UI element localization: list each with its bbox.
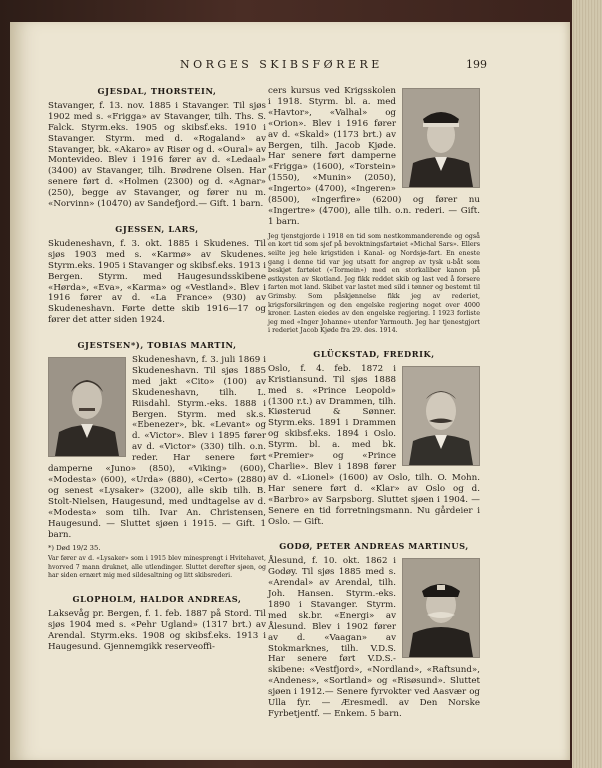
entry-gjesdal: [48, 86, 266, 210]
entry-text: Skudeneshavn, f. 3. juli 1869 i Skudeneshavn. Til sjøs 1885 med jakt «Cito» (100) av Skudeneshavn, tilh. L. Riisdahl. Styrm.-eks. 1888 i Bergen. Styrm. med sk.s. «Ebenezer», bk. «Levant» og d. «Victor». Blev i 1895 fører av d. «Victor» (330) tilh. o.n. reder. Har senere ført damperne «Juno» (850), «Viking» (600), «Modesta» (600), «Urda» (880), «Certo» (2880) og senest «Lysaker» (3200), alle skib tilh. B. Stolt-Nielsen, Haugesund, med undtagelse av d. «Modesta» som tilh. Ivar An. Christensen, Haugesund. — Sluttet sjøen i 1915. — Gift. 1 barn.: [48, 355, 266, 540]
entry-godo: [268, 541, 480, 720]
entry-gjestsen: [48, 340, 266, 580]
entry-glopholm-continued: [268, 86, 480, 335]
portrait-photo: [402, 88, 480, 188]
entry-text: Ålesund, f. 10. okt. 1862 i Godøy. Til sjøs 1885 med s. «Arendal» av Arendal, tilh. Joh. Hansen. Styrm.-eks. 1890 i Stavanger. Styrm. med sk.br. «Energi» av Ålesund. Blev i 1902 fører av d. «Vaagan» av Stokmarknes, tilh. V.D.S. Har senere ført V.D.S.-skibene: «Vestfjord», «Nordland», «Raftsund», «Andenes», «Sortland» og «Risøsund». Sluttet sjøen i 1912.— Senere fyrvokter ved Aasvær og Ulla fyr. — Æresmedl. av Den Norske Fyrbetjentf. — Enkem. 5 barn.: [268, 556, 480, 719]
entry-glopholm: [48, 594, 266, 653]
entry-name: GJESDAL, THORSTEIN,: [97, 86, 217, 96]
entry-text: Oslo, f. 4. feb. 1872 i Kristiansund. Til sjøs 1888 med s. «Prince Leopold» (1300 r.t.) av Drammen, tilh. Kiøsterud & Sønner. Styrm.eks. 1891 i Drammen og skibsf.eks. 1894 i Oslo. Styrm. bl. a. med bk. «Premier» og «Prince Charlie». Blev i 1898 fører av d. «Lionel» (1600) av Oslo, tilh. O. Mohn. Har senere ført d. «Klar» av Oslo og d. «Barbro» av Sarpsborg. Sluttet sjøen i 1904. — Senere en tid forretningsmann. Nu gårdeier i Oslo. — Gift.: [268, 363, 480, 527]
page-edges: [572, 0, 602, 768]
entry-gjessen: [48, 224, 266, 326]
entry-name: GJESTSEN*), TOBIAS MARTIN,: [77, 340, 237, 351]
right-column: [268, 86, 480, 734]
entry-name: GODØ, PETER ANDREAS MARTINUS,: [279, 541, 469, 552]
entry-name: GJESSEN, LARS,: [115, 223, 199, 234]
personal-note: Jeg tjenstgjorde i 1918 en tid som nestkommanderende og også en kort tid som sjef på bevoktningsfartøiet «Michal Sars». Ellers seilte jeg hele krigstiden i Kanal- og Nordsjø-fart. En eneste gang i denne tid var jeg utsatt for angrep av tysk u-båt som beskjøt fartøiet («Tormein») med en storkaliber kanon på østkysten av Skotland. Jeg fikk reddet skib og last ved å forsere farten mot land. Skibet var lastet med sild i tønner og bestemt til Grimsby. Som påskjønnelse fikk jeg av rederiet, krigsforsikringen og den engelske regjering noget over 4000 kroner. Lasten eiedes av den engelske regjering. I 1923 forliste jeg med «Inger Johanne» utenfor Yarmouth. Jeg har tjenestgjort i rederiet Jacob Kjøde fra 29. des. 1914.: [268, 231, 480, 335]
entry-name: GLOPHOLM, HALDOR ANDREAS,: [72, 594, 242, 605]
entry-text: Stavanger, f. 13. nov. 1885 i Stavanger. Til sjøs 1902 med s. «Frigga» av Stavanger, tilh. Ths. S. Falck. Styrm.eks. 1905 og skibsf.eks. 1910 i Stavanger. Styrm. med d. «Rogaland» av Stavanger, bk. «Akaro» av Risør og d. «Oural» av Montevideo. Blev i 1916 fører av d. «Ledaal» (3400) av Stavanger, tilh. Brødrene Olsen. Har senere ført d. «Holmen (2300) og d. «Agnar» (250), begge av Stavanger, og fører nu m. «Norvinn» (10470) av Sandefjord.— Gift. 1 barn.: [48, 100, 266, 210]
entry-text: cers kursus ved Krigsskolen i 1918. Styrm. bl. a. med «Havtor», «Valhal» og «Orion». Blev i 1916 fører av d. «Skald» (1173 brt.) av Bergen, tilh. Jacob Kjøde. Har senere ført damperne «Frigga» (1600), «Torstein» (1550), «Munin» (2050), «Ingerto» (4700), «Ingeren» (8500), «Ingerfire» (6200) og fører nu «Ingertre» (4700), alle tilh. o.n. rederi. — Gift. 1 barn.: [268, 86, 480, 227]
running-header: NORGES SKIBSFØRERE: [180, 58, 383, 71]
footnote: *) Død 19/2 35.: [48, 544, 101, 553]
entry-name: GLÜCKSTAD, FREDRIK,: [313, 348, 435, 359]
entry-gluckstad: [268, 349, 480, 528]
book-page: [10, 22, 570, 760]
portrait-photo: [402, 366, 480, 466]
portrait-photo: [402, 558, 480, 658]
entry-text: Skudeneshavn, f. 3. okt. 1885 i Skudenes. Til sjøs 1903 med s. «Karmø» av Skudenes. Styrm.eks. 1905 i Stavanger og skibsf.eks. 1913 i Bergen. Styrm. med Haugesundsskibene «Hørda», «Eva», «Karma» og «Vestland». Blev i 1916 fører av d. «La France» (930) av Skudeneshavn. Førte dette skib 1916—17 og fører det atter siden 1924.: [48, 238, 266, 326]
page-number: 199: [466, 58, 487, 71]
personal-note: Var fører av d. «Lysaker» som i 1915 blev minesprengt i Hvitehavet, hvorved 7 mann druknet, alle utlendinger. Sluttet derefter sjøen, og har siden ernært mig med sildesaltning og litt skibsrederi.: [48, 555, 266, 579]
left-column: [48, 86, 266, 667]
entry-text: Laksevåg pr. Bergen, f. 1. feb. 1887 på Stord. Til sjøs 1904 med s. «Pehr Ugland» (1317 brt.) av Arendal. Styrm.eks. 1908 og skibsf.eks. 1913 i Haugesund. Gjennemgikk reserveoffi-: [48, 609, 266, 652]
portrait-photo: [48, 357, 126, 457]
